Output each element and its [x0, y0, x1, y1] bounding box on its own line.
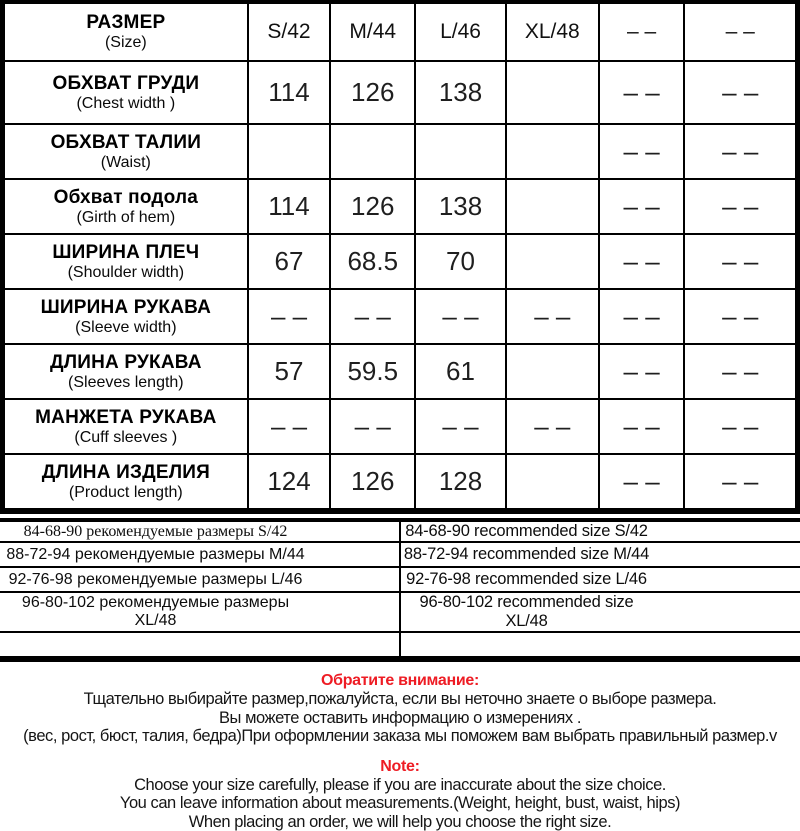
cell-shoulder-dash1: – – — [599, 234, 685, 289]
recommendation-row — [0, 542, 800, 567]
cell-shoulder-dash2: – – — [684, 234, 797, 289]
recommendation-ru: 88-72-94 рекомендуемые размеры M/44 — [0, 542, 400, 567]
note-line-en: Choose your size carefully, please if you are inaccurate about the size choice. — [0, 776, 800, 795]
note-spacer — [0, 746, 800, 755]
cell-sleeve-length-dash2: – – — [684, 344, 797, 399]
cell-size-m: M/44 — [330, 2, 415, 61]
recommendation-en: 88-72-94 recommended size M/44 — [400, 542, 800, 567]
cell-waist-l — [415, 124, 506, 179]
cell-waist-dash1: – – — [599, 124, 685, 179]
row-label-en: (Girth of hem) — [5, 209, 247, 227]
row-size — [3, 2, 798, 61]
row-sleeve-length — [3, 344, 798, 399]
cell-size-l: L/46 — [415, 2, 506, 61]
row-label-en: (Waist) — [5, 154, 247, 172]
label-cell-size — [3, 2, 248, 61]
row-waist — [3, 124, 798, 179]
row-label-en: (Sleeve width) — [5, 319, 247, 337]
cell-sleeve-width-dash2: – – — [684, 289, 797, 344]
cell-cuff-m: – – — [330, 399, 415, 454]
row-label-ru: Обхват подола — [5, 187, 247, 209]
row-label-ru: ШИРИНА РУКАВА — [5, 297, 247, 319]
cell-product-length-l: 128 — [415, 454, 506, 511]
cell-shoulder-m: 68.5 — [330, 234, 415, 289]
row-label-en: (Product length) — [5, 484, 247, 502]
row-cuff — [3, 399, 798, 454]
recommendation-ru: 92-76-98 рекомендуемые размеры L/46 — [0, 567, 400, 592]
cell-cuff-dash1: – – — [599, 399, 685, 454]
cell-chest-l: 138 — [415, 61, 506, 124]
row-hem — [3, 179, 798, 234]
cell-sleeve-width-dash1: – – — [599, 289, 685, 344]
row-label-ru: ДЛИНА ИЗДЕЛИЯ — [5, 462, 247, 484]
cell-sleeve-width-l: – – — [415, 289, 506, 344]
recommendation-en-empty — [400, 632, 800, 659]
row-label-en: (Size) — [5, 34, 247, 52]
notes-section — [0, 662, 800, 831]
cell-sleeve-width-s: – – — [248, 289, 331, 344]
row-label-ru: ОБХВАТ ТАЛИИ — [5, 132, 247, 154]
label-cell-shoulder — [3, 234, 248, 289]
cell-shoulder-l: 70 — [415, 234, 506, 289]
note-line-ru: Вы можете оставить информацию о измерениях . — [0, 709, 800, 728]
label-cell-chest — [3, 61, 248, 124]
cell-hem-dash2: – – — [684, 179, 797, 234]
cell-chest-xl — [506, 61, 599, 124]
recommendation-ru: 96-80-102 рекомендуемые размеры XL/48 — [0, 592, 400, 632]
cell-product-length-m: 126 — [330, 454, 415, 511]
cell-size-dash1: – – — [599, 2, 685, 61]
cell-sleeve-width-m: – – — [330, 289, 415, 344]
row-label-ru: ДЛИНА РУКАВА — [5, 352, 247, 374]
row-chest — [3, 61, 798, 124]
cell-size-s: S/42 — [248, 2, 331, 61]
cell-waist-s — [248, 124, 331, 179]
row-label-ru: МАНЖЕТА РУКАВА — [5, 407, 247, 429]
cell-cuff-l: – – — [415, 399, 506, 454]
cell-chest-dash1: – – — [599, 61, 685, 124]
recommendation-row — [0, 592, 800, 632]
cell-chest-m: 126 — [330, 61, 415, 124]
row-label-ru: ШИРИНА ПЛЕЧ — [5, 242, 247, 264]
cell-waist-dash2: – – — [684, 124, 797, 179]
note-line-en: You can leave information about measurements.(Weight, height, bust, waist, hips) — [0, 794, 800, 813]
cell-product-length-dash2: – – — [684, 454, 797, 511]
recommendation-ru: 84-68-90 рекомендуемые размеры S/42 — [0, 520, 400, 542]
cell-sleeve-length-l: 61 — [415, 344, 506, 399]
cell-hem-dash1: – – — [599, 179, 685, 234]
cell-product-length-xl — [506, 454, 599, 511]
cell-shoulder-xl — [506, 234, 599, 289]
cell-product-length-dash1: – – — [599, 454, 685, 511]
row-label-en: (Chest width ) — [5, 95, 247, 113]
cell-product-length-s: 124 — [248, 454, 331, 511]
note-line-en: When placing an order, we will help you choose the right size. — [0, 813, 800, 831]
cell-size-xl: XL/48 — [506, 2, 599, 61]
cell-waist-m — [330, 124, 415, 179]
recommendation-en: 84-68-90 recommended size S/42 — [400, 520, 800, 542]
cell-hem-m: 126 — [330, 179, 415, 234]
cell-hem-l: 138 — [415, 179, 506, 234]
cell-sleeve-width-xl: – – — [506, 289, 599, 344]
cell-waist-xl — [506, 124, 599, 179]
cell-sleeve-length-dash1: – – — [599, 344, 685, 399]
cell-hem-xl — [506, 179, 599, 234]
label-cell-sleeve-width — [3, 289, 248, 344]
cell-sleeve-length-s: 57 — [248, 344, 331, 399]
note-heading-en: Note: — [0, 757, 800, 776]
cell-size-dash2: – – — [684, 2, 797, 61]
cell-cuff-s: – – — [248, 399, 331, 454]
note-line-ru: Тщательно выбирайте размер,пожалуйста, если вы неточно знаете о выборе размера. — [0, 690, 800, 709]
cell-sleeve-length-xl — [506, 344, 599, 399]
cell-chest-dash2: – – — [684, 61, 797, 124]
label-cell-cuff — [3, 399, 248, 454]
row-label-ru: ОБХВАТ ГРУДИ — [5, 73, 247, 95]
recommendation-row — [0, 567, 800, 592]
recommendation-row — [0, 520, 800, 542]
row-sleeve-width — [3, 289, 798, 344]
row-label-en: (Cuff sleeves ) — [5, 429, 247, 447]
note-line-ru: (вес, рост, бюст, талия, бедра)При оформлении заказа мы поможем вам выбрать правильный размер.v — [0, 727, 800, 746]
row-shoulder — [3, 234, 798, 289]
recommendation-en: 96-80-102 recommended size XL/48 — [400, 592, 800, 632]
row-label-en: (Sleeves length) — [5, 374, 247, 392]
cell-cuff-xl: – – — [506, 399, 599, 454]
row-label-ru: РАЗМЕР — [5, 12, 247, 34]
label-cell-hem — [3, 179, 248, 234]
label-cell-waist — [3, 124, 248, 179]
recommended-sizes-table — [0, 518, 800, 662]
row-product-length — [3, 454, 798, 511]
label-cell-sleeve-length — [3, 344, 248, 399]
note-heading-ru: Обратите внимание: — [0, 671, 800, 690]
label-cell-product-length — [3, 454, 248, 511]
cell-hem-s: 114 — [248, 179, 331, 234]
recommendation-en: 92-76-98 recommended size L/46 — [400, 567, 800, 592]
cell-cuff-dash2: – – — [684, 399, 797, 454]
row-label-en: (Shoulder width) — [5, 264, 247, 282]
cell-sleeve-length-m: 59.5 — [330, 344, 415, 399]
recommendation-ru-empty — [0, 632, 400, 659]
recommendation-row-empty — [0, 632, 800, 659]
cell-chest-s: 114 — [248, 61, 331, 124]
cell-shoulder-s: 67 — [248, 234, 331, 289]
